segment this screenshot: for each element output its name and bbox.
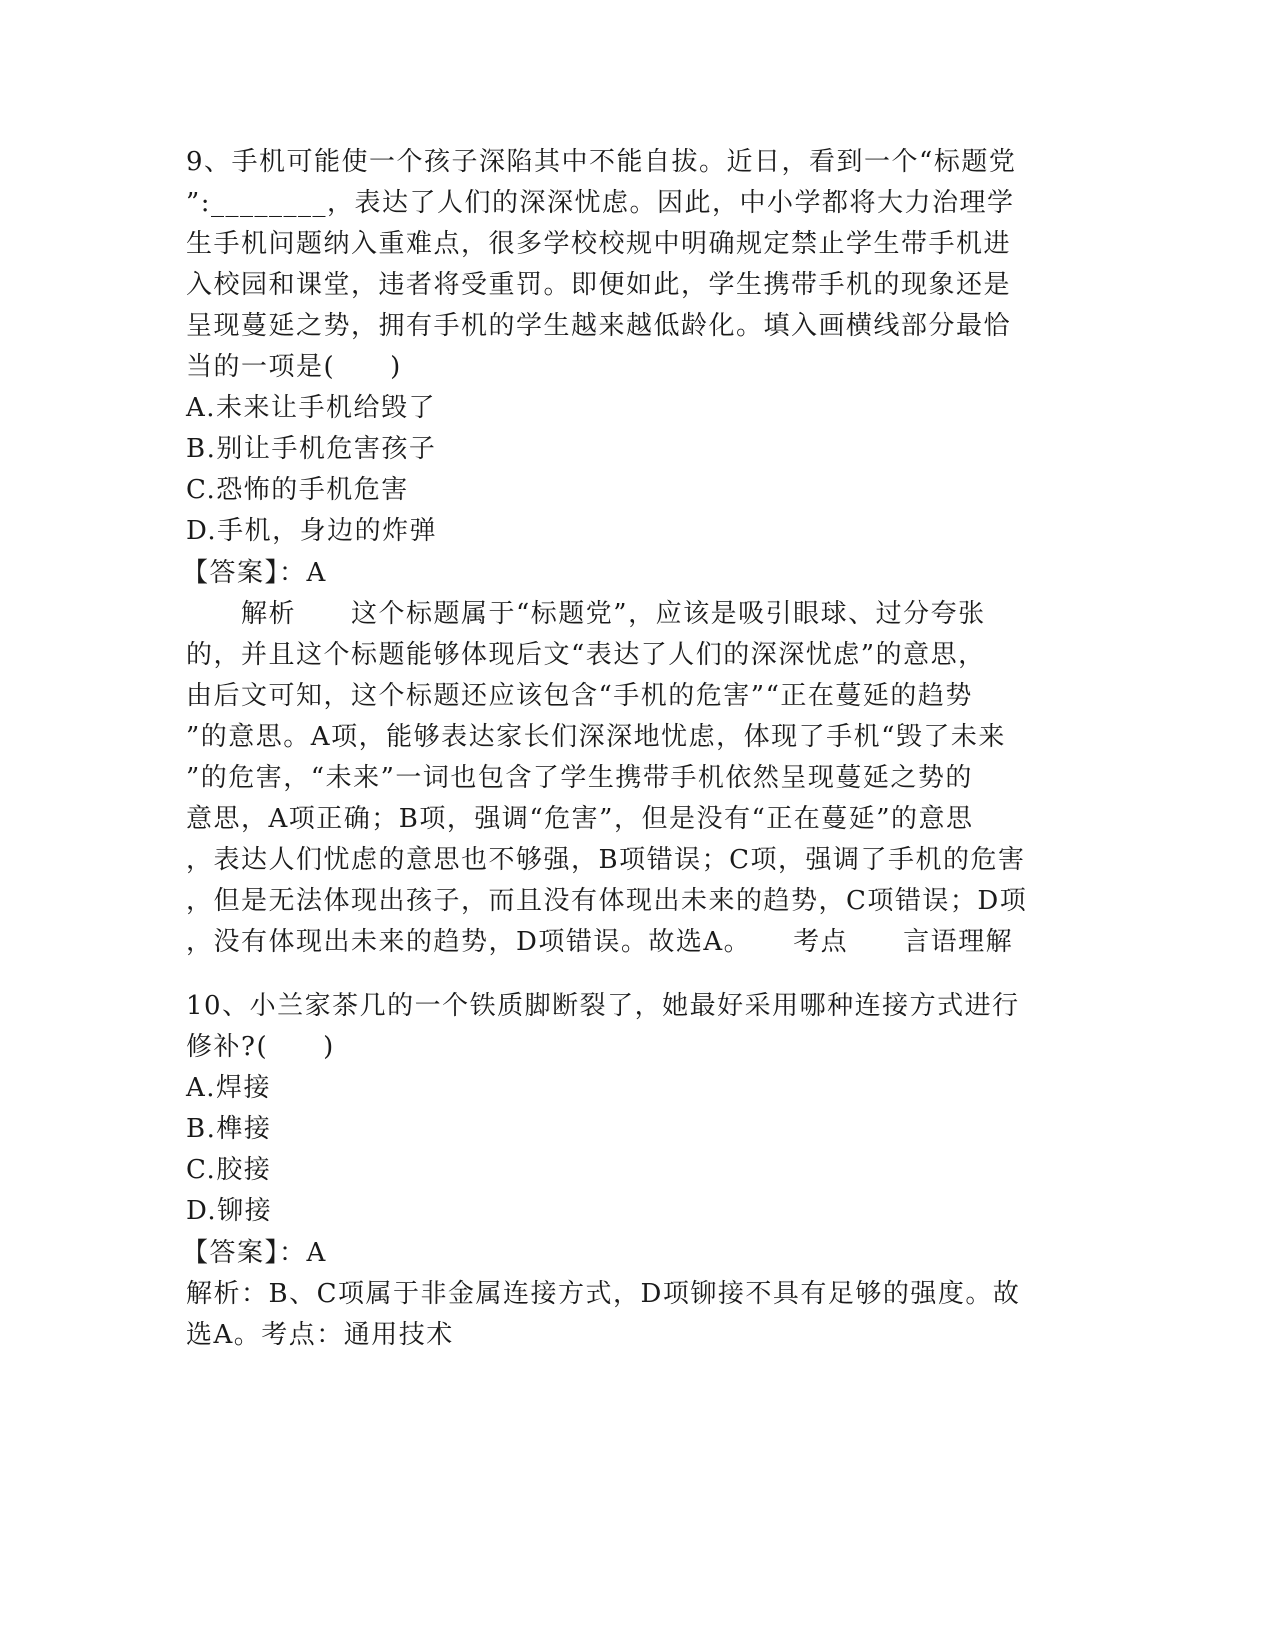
option-d: D.手机，身边的炸弹: [186, 516, 438, 546]
question-text-line: 9、手机可能使一个孩子深陷其中不能自拔。近日，看到一个“标题党: [186, 147, 1017, 177]
option-b: B.榫接: [186, 1114, 272, 1144]
explanation-line: ，没有体现出未来的趋势，D项错误。故选A。 考点 言语理解: [186, 927, 1014, 957]
explanation-line: 的，并且这个标题能够体现后文“表达了人们的深深忧虑”的意思，: [186, 640, 986, 670]
question-text-line: 入校园和课堂，违者将受重罚。即便如此，学生携带手机的现象还是: [186, 270, 1012, 300]
explanation-line: ，表达人们忧虑的意思也不够强，B项错误；C项，强调了手机的危害: [186, 845, 1026, 875]
answer-label: 【答案】：A: [182, 558, 327, 588]
explanation-line: 解析：B、C项属于非金属连接方式，D项铆接不具有足够的强度。故: [186, 1279, 1021, 1309]
explanation-line: 选A。考点：通用技术: [186, 1320, 454, 1350]
option-b: B.别让手机危害孩子: [186, 434, 437, 464]
option-c: C.恐怖的手机危害: [186, 475, 409, 505]
explanation-line: ”的危害，“未来”一词也包含了学生携带手机依然呈现蔓延之势的: [186, 763, 973, 793]
answer-label: 【答案】：A: [182, 1238, 327, 1268]
question-text-line: 当的一项是( ): [186, 352, 402, 382]
explanation-line: ”的意思。A项，能够表达家长们深深地忧虑，体现了手机“毁了未来: [186, 722, 1006, 752]
option-a: A.未来让手机给毁了: [186, 393, 437, 423]
question-text-line: 修补?( ): [186, 1032, 335, 1062]
question-text-line: 10、小兰家茶几的一个铁质脚断裂了，她最好采用哪种连接方式进行: [186, 991, 1020, 1021]
explanation-line: 由后文可知，这个标题还应该包含“手机的危害”“正在蔓延的趋势: [186, 681, 973, 711]
question-text-line: 生手机问题纳入重难点，很多学校校规中明确规定禁止学生带手机进: [186, 229, 1012, 259]
question-text-line: 呈现蔓延之势，拥有手机的学生越来越低龄化。填入画横线部分最恰: [186, 311, 1012, 341]
question-text-line: ”:________，表达了人们的深深忧虑。因此，中小学都将大力治理学: [186, 188, 1015, 218]
option-a: A.焊接: [186, 1073, 272, 1103]
explanation-line: ，但是无法体现出孩子，而且没有体现出未来的趋势，C项错误；D项: [186, 886, 1028, 916]
option-c: C.胶接: [186, 1155, 272, 1185]
explanation-line: 解析 这个标题属于“标题党”，应该是吸引眼球、过分夸张: [186, 599, 986, 629]
explanation-line: 意思，A项正确；B项，强调“危害”，但是没有“正在蔓延”的意思: [186, 804, 974, 834]
option-d: D.铆接: [186, 1196, 273, 1226]
